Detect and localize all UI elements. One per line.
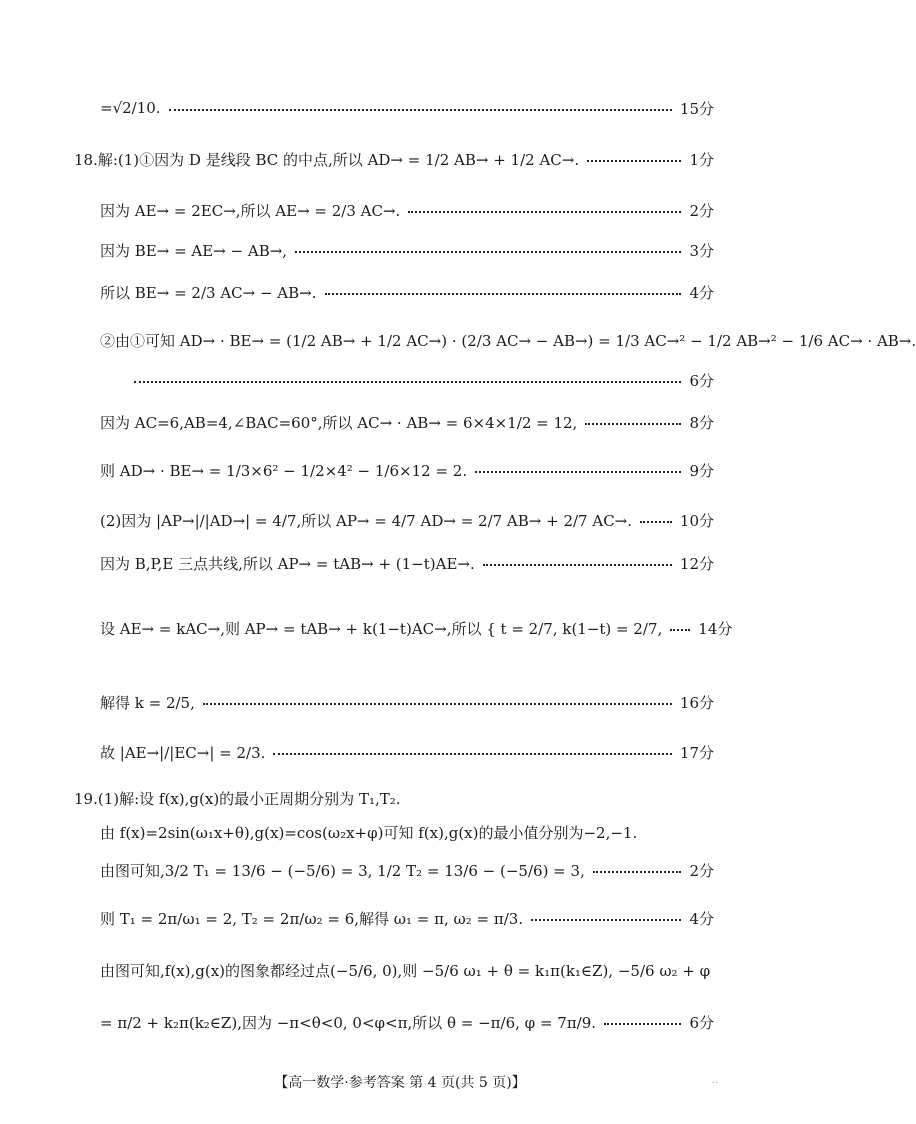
dot-leader [604,1023,681,1025]
solution-line [100,272,714,312]
line-text: = π/2 + k₂π(k₂∈Z),因为 −π<θ<0, 0<φ<π,所以 θ = −π/6, φ = 7π/9. [100,1013,597,1032]
score-mark: 4分 [689,283,714,302]
line-text: 设 AE→ = kAC→,则 AP→ = tAB→ + k(1−t)AC→,所以 { t = 2/7, k(1−t) = 2/7, [100,619,663,638]
solution-line [100,402,714,442]
line-text: ②由①可知 AD→ · BE→ = (1/2 AB→ + 1/2 AC→) · (2/3 AC→ − AB→) = 1/3 AC→² − 1/2 AB→² − 1/6 AC→ · AB→. [100,331,916,350]
line-text: 18.解:(1)①因为 D 是线段 BC 的中点,所以 AD→ = 1/2 AB→ + 1/2 AC→. [74,150,580,169]
line-text: 因为 BE→ = AE→ − AB→, [100,241,288,260]
line-text: 由图可知,f(x),g(x)的图象都经过点(−5/6, 0),则 −5/6 ω₁ + θ = k₁π(k₁∈Z), −5/6 ω₂ + φ [100,961,711,980]
line-text: 因为 AC=6,AB=4,∠BAC=60°,所以 AC→ · AB→ = 6×4×1/2 = 12, [100,413,578,432]
line-text: (2)因为 |AP→|/|AD→| = 4/7,所以 AP→ = 4/7 AD→ = 2/7 AB→ + 2/7 AC→. [100,511,633,530]
solution-line [100,682,714,722]
solution-line [100,88,714,128]
dot-leader [325,293,682,295]
dot-leader [670,629,690,631]
line-text: 故 |AE→|/|EC→| = 2/3. [100,743,266,762]
score-mark: 14分 [698,619,733,638]
score-mark: 1分 [689,150,714,169]
score-mark: 4分 [689,909,714,928]
solution-line [100,190,714,230]
page-speck: .. [711,1075,718,1086]
dot-leader [295,251,681,253]
dot-leader [408,211,681,213]
line-text: 19.(1)解:设 f(x),g(x)的最小正周期分别为 T₁,T₂. [74,789,401,808]
solution-line [100,850,714,890]
dot-leader [593,871,682,873]
dot-leader [203,703,672,705]
page-footer: 【高一数学·参考答案 第 4 页(共 5 页)】 [274,1075,526,1091]
line-text: 则 T₁ = 2π/ω₁ = 2, T₂ = 2π/ω₂ = 6,解得 ω₁ = π, ω₂ = π/3. [100,909,524,928]
line-text: 因为 B,P,E 三点共线,所以 AP→ = tAB→ + (1−t)AE→. [100,554,475,573]
solution-line [100,450,714,490]
solution-line [100,320,916,360]
solution-line [100,1002,714,1042]
score-mark: 2分 [689,201,714,220]
score-mark: 16分 [679,693,714,712]
dot-leader [169,109,672,111]
dot-leader [587,160,681,162]
line-text: 因为 AE→ = 2EC→,所以 AE→ = 2/3 AC→. [100,201,401,220]
solution-line [100,732,714,772]
score-mark: 3分 [689,241,714,260]
solution-line [100,543,714,583]
dot-leader [475,471,681,473]
dot-leader [273,753,672,755]
line-text: 由 f(x)=2sin(ω₁x+θ),g(x)=cos(ω₂x+φ)可知 f(x),g(x)的最小值分别为−2,−1. [100,823,638,842]
solution-line [74,139,714,179]
solution-line [126,360,714,400]
score-mark: 17分 [679,743,714,762]
solution-line [100,812,740,852]
solution-line [100,898,714,938]
dot-leader [531,919,681,921]
score-mark: 2分 [689,861,714,880]
score-mark: 12分 [679,554,714,573]
score-mark: 9分 [689,461,714,480]
solution-line [100,500,714,540]
line-text: =√2/10. [100,99,161,117]
dot-leader [585,423,681,425]
dot-leader [640,521,672,523]
solution-line [100,608,733,648]
line-text: 所以 BE→ = 2/3 AC→ − AB→. [100,283,317,302]
score-mark: 10分 [679,511,714,530]
score-mark: 15分 [679,99,714,118]
solution-line [100,230,714,270]
dot-leader [134,381,681,383]
solution-line [100,950,740,990]
score-mark: 6分 [689,1013,714,1032]
line-text: 则 AD→ · BE→ = 1/3×6² − 1/2×4² − 1/6×12 = 2. [100,461,468,480]
score-mark: 6分 [689,371,714,390]
line-text: 解得 k = 2/5, [100,693,195,712]
dot-leader [483,564,672,566]
line-text: 由图可知,3/2 T₁ = 13/6 − (−5/6) = 3, 1/2 T₂ = 13/6 − (−5/6) = 3, [100,861,585,880]
score-mark: 8分 [689,413,714,432]
